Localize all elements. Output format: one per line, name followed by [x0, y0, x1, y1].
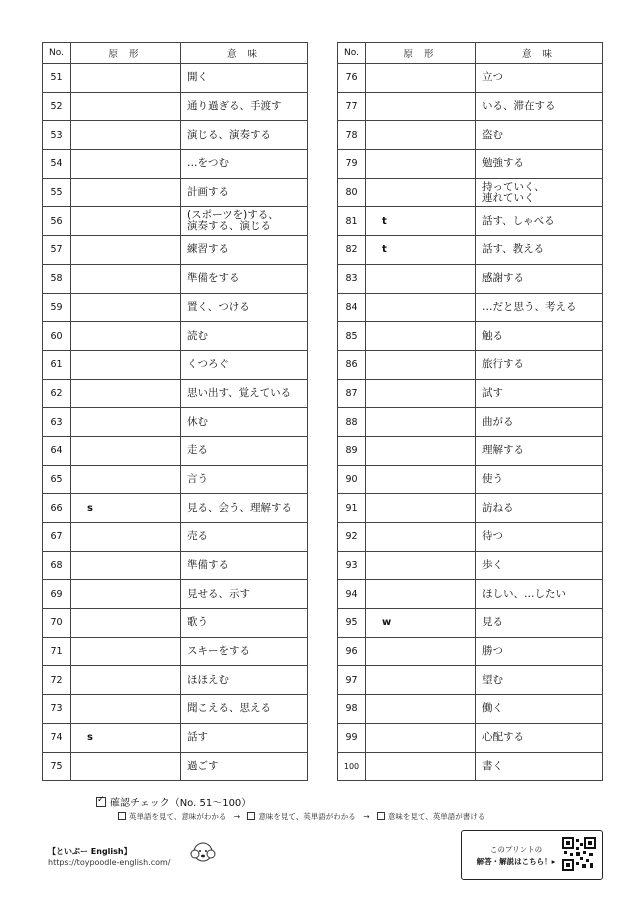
row-number: 87 [338, 379, 366, 408]
row-number: 79 [338, 150, 366, 179]
table-row [43, 436, 308, 465]
table-row [43, 551, 308, 580]
answer-link-box[interactable] [461, 830, 603, 880]
table-row [338, 64, 603, 93]
meaning-cell: 旅行する [476, 350, 603, 379]
row-number: 88 [338, 408, 366, 437]
meaning-cell: 歩く [476, 551, 603, 580]
table-row [43, 150, 308, 179]
table-row [338, 637, 603, 666]
row-number: 61 [43, 350, 71, 379]
table-row [338, 408, 603, 437]
row-number: 53 [43, 121, 71, 150]
row-number: 78 [338, 121, 366, 150]
base-form-cell[interactable] [71, 609, 181, 638]
qr-code-icon[interactable] [562, 837, 596, 871]
row-number: 91 [338, 494, 366, 523]
base-form-cell[interactable] [366, 465, 476, 494]
base-form-cell[interactable] [71, 637, 181, 666]
base-form-cell[interactable] [366, 637, 476, 666]
table-row [338, 264, 603, 293]
base-form-cell[interactable] [71, 64, 181, 93]
meaning-cell: …をつむ [181, 150, 308, 179]
table-row [338, 695, 603, 724]
base-form-cell[interactable] [366, 64, 476, 93]
meaning-cell: 見る、会う、理解する [181, 494, 308, 523]
meaning-cell: 話す [181, 723, 308, 752]
table-row [43, 92, 308, 121]
step3-label: 意味を見て、英単語が書ける [387, 812, 486, 821]
meaning-cell: スキーをする [181, 637, 308, 666]
step1-label: 英単語を見て、意味がわかる [129, 812, 227, 821]
meaning-cell: 走る [181, 436, 308, 465]
row-number: 72 [43, 666, 71, 695]
meaning-cell: (スポーツを)する、 演奏する、演じる [181, 207, 308, 236]
check-title: 確認チェック（No. 51～100） [110, 798, 252, 809]
poodle-logo-icon [188, 838, 218, 868]
table-row [43, 580, 308, 609]
table-row [338, 150, 603, 179]
base-form-cell[interactable] [71, 236, 181, 265]
meaning-cell: 曲がる [476, 408, 603, 437]
row-number: 59 [43, 293, 71, 322]
vocab-table-right [337, 42, 603, 781]
base-form-cell[interactable] [366, 436, 476, 465]
vocab-table-left [42, 42, 308, 781]
table-row [338, 551, 603, 580]
row-number: 95 [338, 609, 366, 638]
table-row [338, 121, 603, 150]
table-row [43, 494, 308, 523]
row-number: 54 [43, 150, 71, 179]
table-row [43, 350, 308, 379]
row-number: 56 [43, 207, 71, 236]
meaning-cell: 理解する [476, 436, 603, 465]
meaning-cell: 持っていく、 連れていく [476, 178, 603, 207]
meaning-cell: 勝つ [476, 637, 603, 666]
base-form-cell[interactable] [71, 408, 181, 437]
meaning-cell: 休む [181, 408, 308, 437]
row-number: 66 [43, 494, 71, 523]
table-row [43, 121, 308, 150]
base-form-cell[interactable] [366, 121, 476, 150]
brand-name: 【といぷー English】 [48, 847, 132, 856]
step3-checkbox[interactable] [377, 812, 385, 820]
meaning-cell: 試す [476, 379, 603, 408]
table-header-row [338, 43, 603, 64]
meaning-cell: 置く、つける [181, 293, 308, 322]
row-number: 68 [43, 551, 71, 580]
checkbox-checked-icon [96, 797, 106, 807]
table-row [43, 379, 308, 408]
base-form-cell[interactable]: s [71, 494, 181, 523]
meaning-cell: 準備する [181, 551, 308, 580]
meaning-cell: 歌う [181, 609, 308, 638]
table-row [43, 465, 308, 494]
meaning-cell: 盗む [476, 121, 603, 150]
table-row [338, 207, 603, 236]
row-number: 94 [338, 580, 366, 609]
base-form-cell[interactable] [366, 264, 476, 293]
base-form-cell[interactable]: t [366, 236, 476, 265]
table-row [338, 609, 603, 638]
base-form-cell[interactable] [71, 580, 181, 609]
row-number: 96 [338, 637, 366, 666]
table-row [338, 723, 603, 752]
row-number: 69 [43, 580, 71, 609]
meaning-cell: 計画する [181, 178, 308, 207]
step1-checkbox[interactable] [118, 812, 126, 820]
table-header-row [43, 43, 308, 64]
base-form-cell[interactable] [71, 752, 181, 781]
table-row [43, 695, 308, 724]
base-form-cell[interactable] [71, 436, 181, 465]
base-form-cell[interactable] [366, 523, 476, 552]
header-form: 原 形 [71, 43, 181, 64]
table-row [43, 408, 308, 437]
row-number: 51 [43, 64, 71, 93]
table-row [338, 92, 603, 121]
row-number: 93 [338, 551, 366, 580]
meaning-cell: 言う [181, 465, 308, 494]
base-form-cell[interactable] [366, 408, 476, 437]
check-steps [118, 811, 485, 822]
table-row [338, 523, 603, 552]
base-form-cell[interactable] [366, 150, 476, 179]
row-number: 65 [43, 465, 71, 494]
header-meaning: 意 味 [476, 43, 603, 64]
row-number: 67 [43, 523, 71, 552]
row-number: 82 [338, 236, 366, 265]
base-form-cell[interactable] [366, 723, 476, 752]
header-form: 原 形 [366, 43, 476, 64]
row-number: 71 [43, 637, 71, 666]
meaning-cell: 働く [476, 695, 603, 724]
arrow-icon: → [233, 812, 241, 821]
base-form-cell[interactable] [366, 293, 476, 322]
base-form-cell[interactable] [366, 752, 476, 781]
site-url[interactable]: https://toypoodle-english.com/ [48, 858, 171, 867]
meaning-cell: 訪ねる [476, 494, 603, 523]
row-number: 62 [43, 379, 71, 408]
row-number: 81 [338, 207, 366, 236]
table-row [43, 666, 308, 695]
row-number: 89 [338, 436, 366, 465]
row-number: 74 [43, 723, 71, 752]
row-number: 57 [43, 236, 71, 265]
meaning-cell: 触る [476, 322, 603, 351]
base-form-cell[interactable] [366, 666, 476, 695]
meaning-cell: 売る [181, 523, 308, 552]
table-row [338, 379, 603, 408]
table-row [43, 293, 308, 322]
meaning-cell: 使う [476, 465, 603, 494]
table-row [43, 637, 308, 666]
base-form-cell[interactable] [71, 322, 181, 351]
meaning-cell: 過ごす [181, 752, 308, 781]
table-row [338, 350, 603, 379]
meaning-cell: 心配する [476, 723, 603, 752]
meaning-cell: 話す、しゃべる [476, 207, 603, 236]
row-number: 80 [338, 178, 366, 207]
row-number: 52 [43, 92, 71, 121]
meaning-cell: 準備をする [181, 264, 308, 293]
base-form-cell[interactable] [71, 379, 181, 408]
table-row [43, 609, 308, 638]
meaning-cell: くつろぐ [181, 350, 308, 379]
base-form-cell[interactable] [366, 322, 476, 351]
check-section-title [96, 794, 251, 809]
table-row [43, 264, 308, 293]
row-number: 83 [338, 264, 366, 293]
meaning-cell: 感謝する [476, 264, 603, 293]
row-number: 100 [338, 752, 366, 781]
base-form-cell[interactable] [71, 350, 181, 379]
meaning-cell: 聞こえる、思える [181, 695, 308, 724]
row-number: 77 [338, 92, 366, 121]
table-row [43, 207, 308, 236]
base-form-cell[interactable]: s [71, 723, 181, 752]
table-row [338, 666, 603, 695]
header-meaning: 意 味 [181, 43, 308, 64]
table-row [338, 436, 603, 465]
meaning-cell: 思い出す、覚えている [181, 379, 308, 408]
row-number: 90 [338, 465, 366, 494]
meaning-cell: 演じる、演奏する [181, 121, 308, 150]
base-form-cell[interactable] [366, 551, 476, 580]
base-form-cell[interactable] [366, 92, 476, 121]
row-number: 97 [338, 666, 366, 695]
base-form-cell[interactable] [71, 150, 181, 179]
row-number: 92 [338, 523, 366, 552]
table-row [338, 494, 603, 523]
row-number: 85 [338, 322, 366, 351]
row-number: 73 [43, 695, 71, 724]
meaning-cell: いる、滞在する [476, 92, 603, 121]
meaning-cell: ほしい、…したい [476, 580, 603, 609]
row-number: 70 [43, 609, 71, 638]
answer-text-line2: 解答・解説はこちら！▸ [476, 857, 556, 866]
base-form-cell[interactable] [366, 494, 476, 523]
table-row [43, 723, 308, 752]
base-form-cell[interactable] [366, 580, 476, 609]
arrow-icon: → [363, 812, 370, 821]
base-form-cell[interactable] [71, 695, 181, 724]
table-row [43, 178, 308, 207]
row-number: 99 [338, 723, 366, 752]
base-form-cell[interactable] [71, 264, 181, 293]
table-row [338, 322, 603, 351]
meaning-cell: 開く [181, 64, 308, 93]
meaning-cell: 読む [181, 322, 308, 351]
meaning-cell: ほほえむ [181, 666, 308, 695]
base-form-cell[interactable] [366, 379, 476, 408]
table-row [43, 752, 308, 781]
base-form-cell[interactable] [366, 695, 476, 724]
row-number: 86 [338, 350, 366, 379]
base-form-cell[interactable] [71, 121, 181, 150]
meaning-cell: 待つ [476, 523, 603, 552]
meaning-cell: 望む [476, 666, 603, 695]
row-number: 76 [338, 64, 366, 93]
table-row [338, 465, 603, 494]
base-form-cell[interactable]: t [366, 207, 476, 236]
row-number: 98 [338, 695, 366, 724]
table-row [338, 293, 603, 322]
base-form-cell[interactable] [71, 178, 181, 207]
base-form-cell[interactable] [71, 293, 181, 322]
step2-checkbox[interactable] [247, 812, 255, 820]
row-number: 63 [43, 408, 71, 437]
base-form-cell[interactable] [71, 465, 181, 494]
table-row [43, 236, 308, 265]
base-form-cell[interactable] [71, 666, 181, 695]
meaning-cell: 通り過ぎる、手渡す [181, 92, 308, 121]
base-form-cell[interactable] [71, 551, 181, 580]
table-row [43, 64, 308, 93]
row-number: 64 [43, 436, 71, 465]
meaning-cell: …だと思う、考える [476, 293, 603, 322]
table-row [338, 236, 603, 265]
table-row [338, 580, 603, 609]
table-row [43, 322, 308, 351]
table-row [43, 523, 308, 552]
meaning-cell: 話す、教える [476, 236, 603, 265]
base-form-cell[interactable] [366, 350, 476, 379]
base-form-cell[interactable]: w [366, 609, 476, 638]
step2-label: 意味を見て、英単語がわかる [258, 812, 356, 821]
row-number: 75 [43, 752, 71, 781]
table-row [338, 178, 603, 207]
meaning-cell: 見る [476, 609, 603, 638]
meaning-cell: 練習する [181, 236, 308, 265]
header-no: No. [43, 43, 71, 64]
meaning-cell: 書く [476, 752, 603, 781]
meaning-cell: 立つ [476, 64, 603, 93]
row-number: 55 [43, 178, 71, 207]
answer-text-line1: このプリントの [489, 845, 543, 854]
row-number: 58 [43, 264, 71, 293]
row-number: 84 [338, 293, 366, 322]
meaning-cell: 勉強する [476, 150, 603, 179]
base-form-cell[interactable] [71, 523, 181, 552]
base-form-cell[interactable] [71, 92, 181, 121]
meaning-cell: 見せる、示す [181, 580, 308, 609]
base-form-cell[interactable] [366, 178, 476, 207]
header-no: No. [338, 43, 366, 64]
row-number: 60 [43, 322, 71, 351]
base-form-cell[interactable] [71, 207, 181, 236]
table-row [338, 752, 603, 781]
